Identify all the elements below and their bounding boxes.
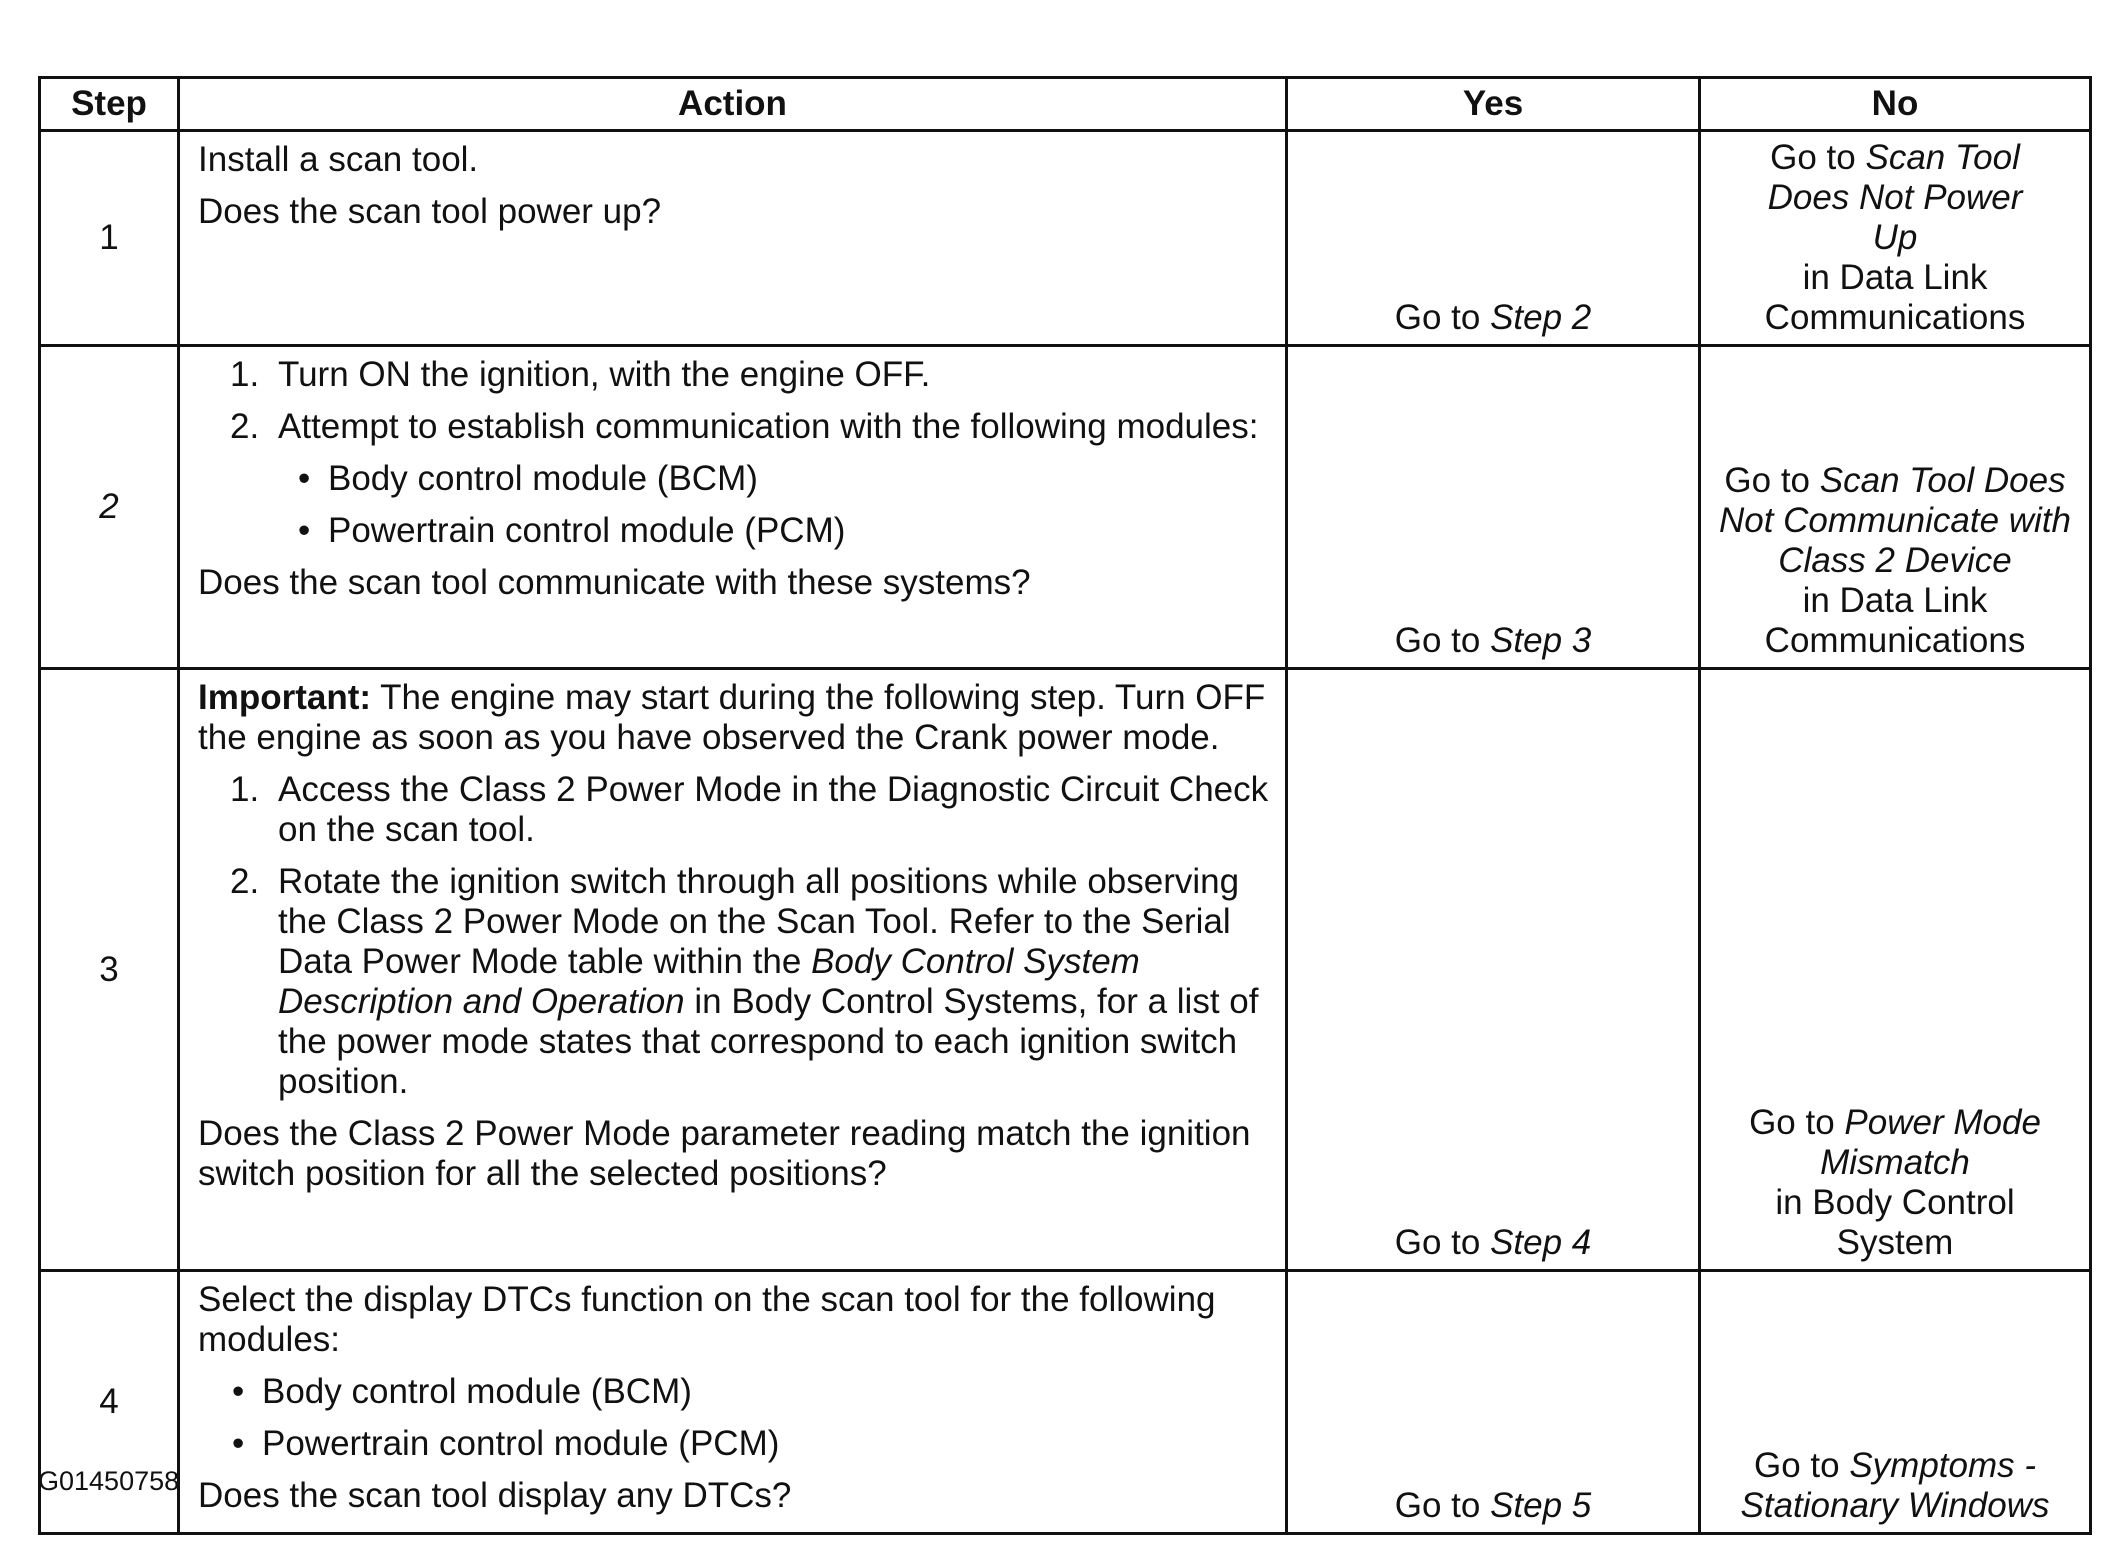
yes-link-step-2[interactable]: Step 2 [1490, 298, 1592, 337]
header-no: No [1700, 78, 2091, 131]
table-row-step-4 [40, 1271, 2091, 1534]
figure-code: G01450758 [38, 1466, 180, 1496]
yes-prefix: Go to [1394, 298, 1481, 337]
table-row-step-1 [40, 131, 2091, 346]
yes-link-step-4[interactable]: Step 4 [1490, 1223, 1592, 1262]
yes-link-step-5[interactable]: Step 5 [1490, 1486, 1592, 1525]
step-number: 3 [40, 669, 179, 1271]
yes-prefix: Go to [1394, 1486, 1481, 1525]
diagnostic-table [38, 76, 2092, 1535]
action-cell [179, 1271, 1287, 1534]
important-label: Important: [198, 678, 372, 717]
table-row-step-2 [40, 346, 2091, 669]
important-note [198, 678, 1271, 758]
no-prefix: Go to [1749, 1103, 1835, 1142]
list-item: • Powertrain control module (PCM) [198, 1424, 1271, 1464]
yes-cell [1287, 131, 1700, 346]
no-link-power-mode-mismatch[interactable]: Power Mode Mismatch [1820, 1103, 2041, 1182]
no-cell [1700, 669, 2091, 1271]
action-cell [179, 346, 1287, 669]
yes-prefix: Go to [1394, 1223, 1481, 1262]
no-prefix: Go to [1724, 461, 1811, 500]
header-yes: Yes [1287, 78, 1700, 131]
list-item: 1. Access the Class 2 Power Mode in the Diagnostic Circuit Check on the scan tool. [230, 770, 1269, 849]
action-line: Install a scan tool. [198, 140, 479, 179]
step-number: 1 [40, 131, 179, 346]
bullet-list [198, 459, 1271, 551]
header-step: Step [40, 78, 179, 131]
header-action: Action [179, 78, 1287, 131]
step-number: 2 [40, 346, 179, 669]
no-prefix: Go to [1770, 138, 1856, 177]
no-cell [1700, 131, 2091, 346]
action-question: Does the scan tool power up? [198, 192, 662, 231]
no-link-scan-tool-does-not-communicate[interactable]: Scan Tool Does Not Communicate with Class 2 Device [1718, 461, 2072, 580]
no-cell [1700, 1271, 2091, 1534]
no-suffix: in Data Link Communications [1764, 581, 2026, 660]
list-item: • Powertrain control module (PCM) [198, 511, 1271, 551]
no-cell [1700, 346, 2091, 669]
numbered-list [198, 770, 1271, 1102]
bullet-list [198, 1372, 1271, 1464]
action-question: Does the scan tool communicate with these systems? [198, 563, 1031, 602]
action-cell [179, 669, 1287, 1271]
yes-link-step-3[interactable]: Step 3 [1490, 621, 1592, 660]
no-suffix: in Data Link Communications [1764, 258, 2026, 337]
table-row-step-3 [40, 669, 2091, 1271]
important-text: The engine may start during the following step. Turn OFF the engine as soon as you have observed the Crank power mode. [198, 678, 1266, 757]
list-item: 2. Attempt to establish communication with the following modules: [230, 407, 1259, 446]
no-link-scan-tool-does-not-power-up[interactable]: Scan Tool Does Not Power Up [1767, 138, 2023, 257]
list-item: • Body control module (BCM) [198, 1372, 1271, 1412]
no-suffix: in Body Control System [1775, 1183, 2015, 1262]
action-question: Does the Class 2 Power Mode parameter reading match the ignition switch position for all the selected positions? [198, 1114, 1251, 1193]
table-header-row [40, 78, 2091, 131]
action-intro: Select the display DTCs function on the scan tool for the following modules: [198, 1280, 1216, 1359]
yes-prefix: Go to [1394, 621, 1481, 660]
reference-link-body-control-description[interactable]: Body Control System Description and Operation [278, 942, 1140, 1021]
numbered-list [198, 355, 1271, 447]
no-link-symptoms-stationary-windows[interactable]: Symptoms - Stationary Windows [1740, 1446, 2050, 1525]
list-item: 1. Turn ON the ignition, with the engine OFF. [230, 355, 931, 394]
yes-cell [1287, 669, 1700, 1271]
action-cell [179, 131, 1287, 346]
step-number: 4 [40, 1271, 179, 1534]
action-question: Does the scan tool display any DTCs? [198, 1476, 792, 1515]
list-item: • Body control module (BCM) [198, 459, 1271, 499]
yes-cell [1287, 1271, 1700, 1534]
no-prefix: Go to [1753, 1446, 1840, 1485]
list-item: 2. Rotate the ignition switch through all positions while observing the Class 2 Power Mode on the Scan Tool. Refer to the Serial Data Power Mode table within the Body Control System Description and Operation in Body Control Systems, for a list of the power mode states that correspond to each ignition switch position. [230, 862, 1259, 1101]
yes-cell [1287, 346, 1700, 669]
